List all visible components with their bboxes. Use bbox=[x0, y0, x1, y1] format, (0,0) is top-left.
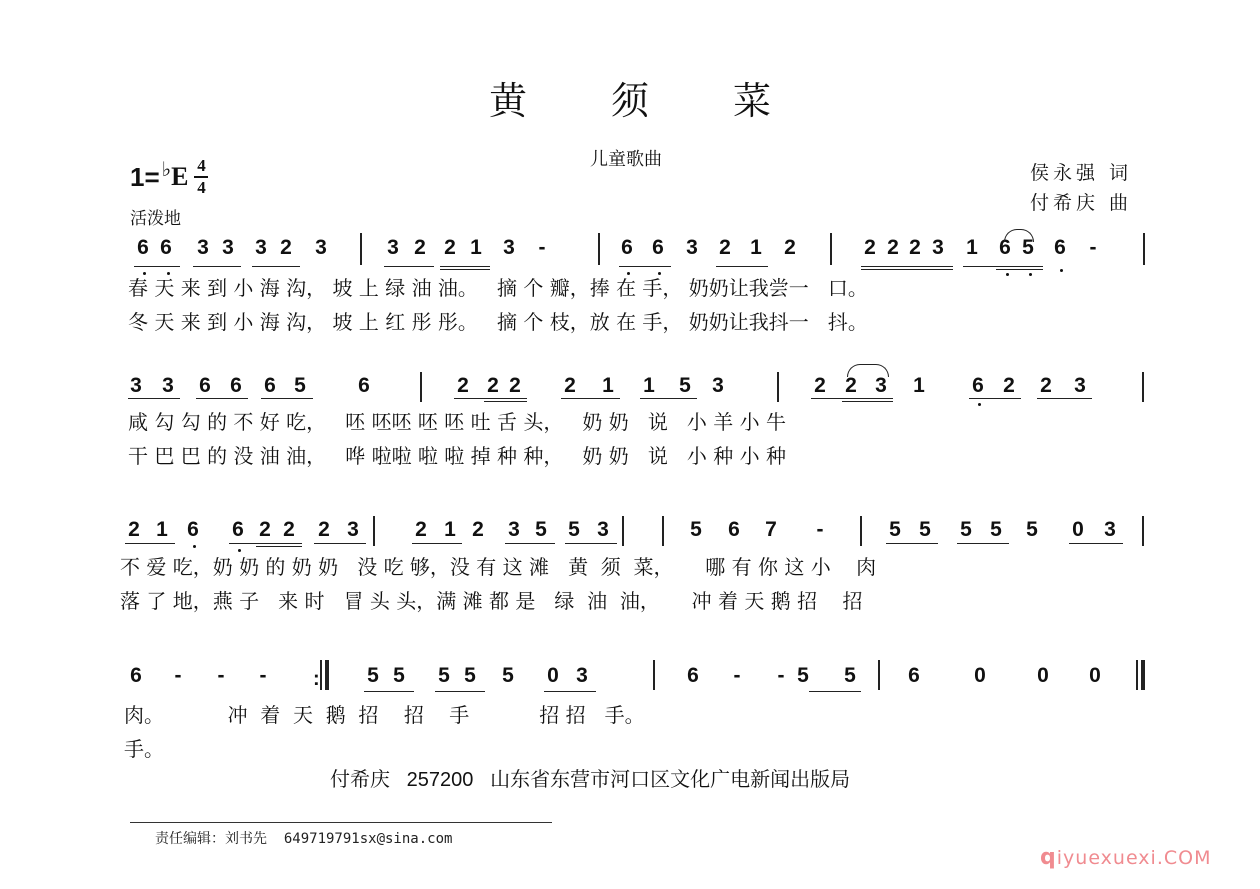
note: 2 bbox=[509, 374, 521, 397]
tie-slur bbox=[1004, 229, 1034, 242]
note: 6 bbox=[728, 518, 740, 541]
note: 3 bbox=[1074, 374, 1086, 397]
underline bbox=[1037, 398, 1092, 399]
note: 3 bbox=[932, 236, 944, 259]
watermark-text: iyuexuexi.COM bbox=[1056, 847, 1212, 869]
note: 6 bbox=[232, 518, 244, 541]
divider bbox=[130, 822, 552, 823]
note: 0 bbox=[547, 664, 559, 687]
underline bbox=[193, 266, 241, 267]
note: 2 bbox=[1040, 374, 1052, 397]
tempo-marking: 活泼地 bbox=[130, 209, 181, 229]
note: 5 bbox=[464, 664, 476, 687]
note: 6 bbox=[1054, 236, 1066, 259]
note: 2 bbox=[415, 518, 427, 541]
underline bbox=[505, 543, 555, 544]
note: 3 bbox=[508, 518, 520, 541]
underline bbox=[261, 398, 313, 399]
underline bbox=[811, 398, 893, 399]
low-octave-dot bbox=[978, 403, 981, 406]
note: 2 bbox=[414, 236, 426, 259]
lyric-line-verse-1: 肉。 冲 着 天 鹅 招 招 手 招 招 手。 bbox=[124, 703, 645, 727]
time-bottom: 4 bbox=[197, 178, 206, 197]
contact-info: 付希庆 257200 山东省东营市河口区文化广电新闻出版局 bbox=[330, 769, 851, 791]
bar-line bbox=[373, 516, 375, 546]
underline bbox=[544, 691, 596, 692]
dash-extension: - bbox=[217, 664, 225, 687]
lyric-line-verse-2: 手。 bbox=[124, 737, 164, 761]
underline bbox=[384, 266, 434, 267]
note: 5 bbox=[1022, 236, 1034, 259]
note: 1 bbox=[156, 518, 168, 541]
note: 2 bbox=[784, 236, 796, 259]
underline bbox=[440, 266, 490, 267]
note: 6 bbox=[908, 664, 920, 687]
title-char: 菜 bbox=[733, 79, 772, 123]
bar-line bbox=[653, 660, 655, 690]
time-signature bbox=[194, 158, 208, 196]
song-title bbox=[0, 70, 1260, 125]
note: 1 bbox=[602, 374, 614, 397]
dash-extension: - bbox=[1089, 236, 1097, 259]
note: 5 bbox=[844, 664, 856, 687]
tie-slur bbox=[847, 364, 889, 377]
underline bbox=[314, 543, 366, 544]
note: 2 bbox=[909, 236, 921, 259]
note: 6 bbox=[264, 374, 276, 397]
note: 2 bbox=[719, 236, 731, 259]
underline bbox=[412, 543, 462, 544]
note: 3 bbox=[686, 236, 698, 259]
note: 5 bbox=[502, 664, 514, 687]
note: 5 bbox=[919, 518, 931, 541]
underline bbox=[435, 691, 485, 692]
key-do: 1= bbox=[130, 161, 160, 192]
note: 2 bbox=[283, 518, 295, 541]
note: 2 bbox=[457, 374, 469, 397]
note: 5 bbox=[294, 374, 306, 397]
note: 2 bbox=[814, 374, 826, 397]
underline bbox=[963, 266, 1043, 267]
note: 5 bbox=[690, 518, 702, 541]
note: 6 bbox=[199, 374, 211, 397]
lyric-line-verse-2: 落 了 地，燕 子 来 时 冒 头 头，满 滩 都 是 绿 油 油， 冲 着 天 鹅 招 招 bbox=[120, 589, 863, 613]
note: 1 bbox=[966, 236, 978, 259]
note: 2 bbox=[444, 236, 456, 259]
underline bbox=[861, 266, 953, 267]
note: 3 bbox=[315, 236, 327, 259]
bar-line bbox=[777, 372, 779, 402]
bar-line bbox=[878, 660, 880, 690]
time-top: 4 bbox=[197, 156, 206, 175]
low-octave-dot bbox=[627, 272, 630, 275]
bar-line bbox=[1142, 516, 1144, 546]
note: 6 bbox=[230, 374, 242, 397]
bar-line bbox=[1142, 372, 1144, 402]
note: 5 bbox=[960, 518, 972, 541]
note: 0 bbox=[1037, 664, 1049, 687]
bar-line bbox=[1143, 233, 1145, 265]
note: 7 bbox=[765, 518, 777, 541]
note: 2 bbox=[1003, 374, 1015, 397]
composer-credit: 付希庆 曲 bbox=[1030, 192, 1133, 214]
dash-extension: - bbox=[538, 236, 546, 259]
note: 6 bbox=[999, 236, 1011, 259]
lyric-line-verse-1: 咸 勾 勾 的 不 好 吃， 呸 呸呸 呸 呸 吐 舌 头， 奶 奶 说 小 羊 小 牛 bbox=[128, 410, 787, 434]
dash-extension: - bbox=[816, 518, 824, 541]
repeat-dots: : bbox=[313, 668, 320, 690]
note: 5 bbox=[438, 664, 450, 687]
note: 5 bbox=[1026, 518, 1038, 541]
underline bbox=[861, 269, 953, 270]
note: 2 bbox=[845, 374, 857, 397]
low-octave-dot bbox=[1060, 269, 1063, 272]
note: 6 bbox=[187, 518, 199, 541]
bar-line bbox=[622, 516, 624, 546]
dash-extension: - bbox=[733, 664, 741, 687]
note: 2 bbox=[887, 236, 899, 259]
note: 3 bbox=[222, 236, 234, 259]
note: 2 bbox=[472, 518, 484, 541]
underline bbox=[565, 543, 617, 544]
note: 0 bbox=[1072, 518, 1084, 541]
note: 1 bbox=[913, 374, 925, 397]
note: 5 bbox=[990, 518, 1002, 541]
note: 5 bbox=[568, 518, 580, 541]
underline bbox=[440, 269, 490, 270]
note: 2 bbox=[280, 236, 292, 259]
note: 6 bbox=[137, 236, 149, 259]
note: 3 bbox=[875, 374, 887, 397]
underline bbox=[454, 398, 527, 399]
underline bbox=[969, 398, 1021, 399]
note: 6 bbox=[687, 664, 699, 687]
underline bbox=[125, 543, 175, 544]
editor-info: 责任编辑：刘书先 649719791sx@sina.com bbox=[155, 831, 453, 847]
note: 3 bbox=[503, 236, 515, 259]
low-octave-dot bbox=[167, 272, 170, 275]
underline bbox=[809, 691, 861, 692]
underline bbox=[1069, 543, 1123, 544]
underline bbox=[716, 266, 768, 267]
note: 5 bbox=[367, 664, 379, 687]
repeat-bar bbox=[325, 660, 329, 690]
underline bbox=[640, 398, 697, 399]
dash-extension: - bbox=[259, 664, 267, 687]
key-note: E bbox=[171, 162, 189, 191]
note: 2 bbox=[487, 374, 499, 397]
note: 6 bbox=[130, 664, 142, 687]
note: 3 bbox=[162, 374, 174, 397]
note: 3 bbox=[197, 236, 209, 259]
underline bbox=[886, 543, 938, 544]
underline bbox=[842, 401, 893, 402]
song-genre: 儿童歌曲 bbox=[590, 149, 662, 170]
note: 1 bbox=[444, 518, 456, 541]
note: 3 bbox=[255, 236, 267, 259]
low-octave-dot bbox=[238, 549, 241, 552]
low-octave-dot bbox=[143, 272, 146, 275]
bar-line bbox=[420, 372, 422, 402]
watermark bbox=[1040, 845, 1212, 870]
underline bbox=[364, 691, 414, 692]
note: 2 bbox=[564, 374, 576, 397]
final-bar bbox=[1136, 660, 1138, 690]
note: 3 bbox=[712, 374, 724, 397]
underline bbox=[996, 269, 1043, 270]
note: 6 bbox=[652, 236, 664, 259]
low-octave-dot bbox=[1006, 273, 1009, 276]
underline bbox=[484, 401, 527, 402]
lyric-line-verse-1: 不 爱 吃，奶 奶 的 奶 奶 没 吃 够，没 有 这 滩 黄 须 菜， 哪 有 你 这 小 肉 bbox=[120, 555, 877, 579]
note: 3 bbox=[576, 664, 588, 687]
low-octave-dot bbox=[1029, 273, 1032, 276]
lyric-line-verse-2: 冬 天 来 到 小 海 沟， 坡 上 红 彤 彤。 摘 个 枝，放 在 手， 奶奶让我抖一 抖。 bbox=[128, 310, 868, 334]
bar-line bbox=[320, 660, 322, 690]
note: 2 bbox=[259, 518, 271, 541]
note: 1 bbox=[643, 374, 655, 397]
watermark-logo-icon: q bbox=[1040, 845, 1057, 870]
note: 5 bbox=[535, 518, 547, 541]
title-char: 黄 bbox=[488, 79, 527, 123]
note: 5 bbox=[797, 664, 809, 687]
note: 6 bbox=[160, 236, 172, 259]
underline bbox=[619, 266, 671, 267]
underline bbox=[128, 398, 180, 399]
flat-icon: ♭ bbox=[161, 157, 172, 181]
note: 3 bbox=[130, 374, 142, 397]
final-bar-thick bbox=[1141, 660, 1145, 690]
underline bbox=[229, 543, 302, 544]
bar-line bbox=[860, 516, 862, 546]
note: 0 bbox=[974, 664, 986, 687]
bar-line bbox=[360, 233, 362, 265]
bar-line bbox=[662, 516, 664, 546]
underline bbox=[196, 398, 248, 399]
title-char: 须 bbox=[610, 79, 649, 123]
note: 2 bbox=[864, 236, 876, 259]
note: 2 bbox=[318, 518, 330, 541]
lyric-line-verse-1: 春 天 来 到 小 海 沟， 坡 上 绿 油 油。 摘 个 瓣，捧 在 手， 奶奶让我尝一 口。 bbox=[128, 276, 868, 300]
key-signature bbox=[130, 158, 208, 196]
underline bbox=[256, 546, 302, 547]
note: 5 bbox=[393, 664, 405, 687]
note: 6 bbox=[358, 374, 370, 397]
lyricist-credit: 侯永强 词 bbox=[1030, 162, 1133, 184]
underline bbox=[957, 543, 1009, 544]
bar-line bbox=[598, 233, 600, 265]
bar-line bbox=[830, 233, 832, 265]
note: 6 bbox=[972, 374, 984, 397]
note: 1 bbox=[750, 236, 762, 259]
note: 0 bbox=[1089, 664, 1101, 687]
note: 3 bbox=[387, 236, 399, 259]
underline bbox=[561, 398, 620, 399]
note: 3 bbox=[597, 518, 609, 541]
underline bbox=[252, 266, 300, 267]
lyric-line-verse-2: 干 巴 巴 的 没 油 油， 哗 啦啦 啦 啦 掉 种 种， 奶 奶 说 小 种 小 种 bbox=[128, 444, 787, 468]
dash-extension: - bbox=[777, 664, 785, 687]
note: 1 bbox=[470, 236, 482, 259]
note: 6 bbox=[621, 236, 633, 259]
note: 2 bbox=[128, 518, 140, 541]
low-octave-dot bbox=[658, 272, 661, 275]
underline bbox=[134, 266, 180, 267]
note: 3 bbox=[1104, 518, 1116, 541]
low-octave-dot bbox=[193, 545, 196, 548]
note: 3 bbox=[347, 518, 359, 541]
note: 5 bbox=[889, 518, 901, 541]
dash-extension: - bbox=[174, 664, 182, 687]
note: 5 bbox=[679, 374, 691, 397]
